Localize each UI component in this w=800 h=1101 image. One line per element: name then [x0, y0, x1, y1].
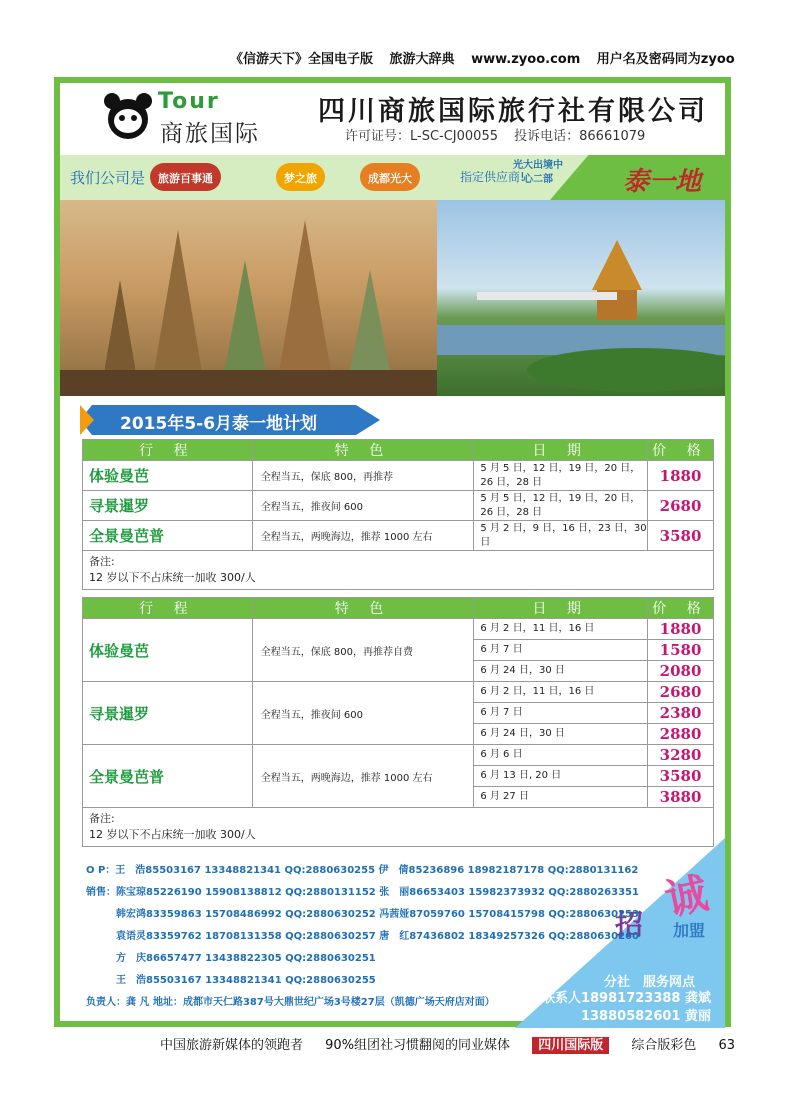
route-dates: 6 月 24 日，30 日: [474, 661, 648, 682]
top-banner: [230, 48, 747, 67]
table-row: [83, 521, 714, 551]
remark-text: 12 岁以下不占床统一加收 300/人: [89, 828, 256, 841]
partner-logo-guangda: 成都光大: [360, 163, 420, 191]
remark-cell: [83, 808, 714, 847]
route-feature: 全程当五，两晚海边，推荐 1000 左右: [252, 521, 474, 551]
stupa-illustration-icon: [60, 200, 437, 396]
route-dates: 6 月 27 日: [474, 787, 648, 808]
route-feature: 全程当五，两晚海边，推荐 1000 左右: [252, 745, 474, 808]
pavilion-illustration-icon: [437, 200, 725, 396]
remark-cell: [83, 551, 714, 590]
branch-contact-1: 联系人18981723388 龚斌: [541, 991, 711, 1006]
contact-line: 销售：陈宝琼85226190 15908138812 QQ:2880131152 张 丽86653403 15982373932 QQ:2880263351: [86, 887, 639, 898]
route-dates: 6 月 24 日，30 日: [474, 724, 648, 745]
edition-label: 综合版彩色: [631, 1038, 697, 1053]
ad-frame: [54, 77, 731, 1027]
contact-line: 韩宏鸿83359863 15708486992 QQ:2880630252 冯茜娅87059760 15708415798 QQ:2880630253: [86, 909, 639, 920]
temple-photo: [60, 200, 437, 396]
plan-title: 2015年5-6月泰一地计划: [120, 414, 318, 434]
contact-line: O P：王 浩85503167 13348821341 QQ:2880630255 伊 倩85236896 18982187178 QQ:2880131162: [86, 865, 639, 876]
logo-tour-text: Tour: [158, 89, 220, 114]
table-row: [83, 461, 714, 491]
contact-line: 王 浩85503167 13348821341 QQ:2880630255: [86, 975, 376, 986]
remark-label: 备注:: [89, 812, 115, 825]
footer-slogan-2: 90%组团社习惯翻阅的同业媒体: [325, 1038, 511, 1053]
route-feature: 全程当五，推夜间 600: [252, 491, 474, 521]
table-header-row: [83, 598, 714, 619]
remark-text: 12 岁以下不占床统一加收 300/人: [89, 571, 256, 584]
destination-title: 泰一地: [622, 167, 701, 197]
route-price: 3580: [648, 766, 714, 787]
bar-slogan: 我们公司是: [70, 169, 146, 187]
page-number: 63: [718, 1038, 736, 1053]
route-feature: 全程当五，保底 800，再推荐自费: [252, 619, 474, 682]
route-name: 体验曼芭: [83, 461, 253, 491]
route-dates: 6 月 2 日，11 日，16 日: [474, 682, 648, 703]
col-date: 日 期: [474, 440, 648, 461]
branch-contact-2: 13880582601 黄丽: [580, 1009, 711, 1024]
col-date: 日 期: [474, 598, 648, 619]
col-route: 行 程: [83, 598, 253, 619]
page-footer: [160, 1034, 753, 1053]
table-row: [83, 682, 714, 703]
table-row: [83, 491, 714, 521]
login-hint: 用户名及密码同为zyoo: [596, 52, 735, 67]
website-link[interactable]: www.zyoo.com: [471, 52, 581, 67]
dictionary-title: 旅游大辞典: [389, 52, 455, 67]
note-row: [83, 551, 714, 590]
route-price: 2380: [648, 703, 714, 724]
may-schedule-table: [82, 439, 714, 590]
logo-cn-text: 商旅国际: [160, 121, 260, 147]
office-label: 光大出境中心二部: [513, 160, 563, 185]
partner-logo-baishitong: 旅游百事通: [150, 163, 221, 191]
note-row: [83, 808, 714, 847]
table-row: [83, 745, 714, 766]
route-name: 寻景暹罗: [83, 682, 253, 745]
route-price: 2680: [648, 682, 714, 703]
route-price: 1880: [648, 461, 714, 491]
route-price: 1880: [648, 619, 714, 640]
supplier-bar: [60, 155, 725, 200]
contact-line: 方 庆86657477 13438822305 QQ:2880630251: [86, 953, 376, 964]
plan-banner: [80, 405, 380, 435]
route-dates: 6 月 2 日，11 日，16 日: [474, 619, 648, 640]
route-name: 全景曼芭普: [83, 745, 253, 808]
contact-line: 袁语灵83359762 18708131358 QQ:2880630257 唐 红87436802 18349257326 QQ:2880630260: [86, 931, 639, 942]
route-feature: 全程当五，推夜间 600: [252, 682, 474, 745]
panda-logo-icon: [102, 91, 154, 143]
route-dates: 6 月 7 日: [474, 703, 648, 724]
remark-label: 备注:: [89, 555, 115, 568]
supplier-note: 指定供应商!: [460, 170, 525, 184]
address-line: 负责人：龚 凡 地址：成都市天仁路387号大鼎世纪广场3号楼27层（凯德广场天府店对面）: [86, 997, 495, 1008]
route-name: 寻景暹罗: [83, 491, 253, 521]
col-route: 行 程: [83, 440, 253, 461]
route-feature: 全程当五，保底 800，再推荐: [252, 461, 474, 491]
pavilion-photo: [437, 200, 725, 396]
license-line: [345, 125, 657, 144]
recruit-zhao: 招: [614, 908, 643, 941]
route-price: 2080: [648, 661, 714, 682]
june-schedule-table: [82, 597, 714, 847]
route-price: 3580: [648, 521, 714, 551]
route-dates: 6 月 6 日: [474, 745, 648, 766]
footer-slogan-1: 中国旅游新媒体的领跑者: [160, 1038, 304, 1053]
branch-title: 分社 服务网点: [603, 975, 695, 990]
route-price: 2680: [648, 491, 714, 521]
table-row: [83, 619, 714, 640]
route-name: 全景曼芭普: [83, 521, 253, 551]
col-feature: 特 色: [252, 598, 474, 619]
route-price: 3880: [648, 787, 714, 808]
col-price: 价 格: [648, 440, 714, 461]
edition-tag: 四川国际版: [532, 1037, 609, 1054]
col-price: 价 格: [648, 598, 714, 619]
company-header: [60, 83, 725, 153]
route-dates: 6 月 13 日, 20 日: [474, 766, 648, 787]
contacts-section: [60, 858, 725, 1028]
col-feature: 特 色: [252, 440, 474, 461]
route-dates: 6 月 7 日: [474, 640, 648, 661]
photo-strip: [60, 200, 725, 396]
magazine-title: 《信游天下》全国电子版: [230, 52, 374, 67]
route-price: 3280: [648, 745, 714, 766]
recruit-cheng: 诚: [660, 868, 713, 925]
complaint-phone: 投诉电话：86661079: [514, 129, 646, 144]
company-name: 四川商旅国际旅行社有限公司: [318, 96, 708, 127]
route-dates: 5 月 2 日，9 日，16 日，23 日，30 日: [474, 521, 648, 551]
route-name: 体验曼芭: [83, 619, 253, 682]
route-dates: 5 月 5 日，12 日，19 日，20 日，26 日，28 日: [474, 461, 648, 491]
route-price: 1580: [648, 640, 714, 661]
partner-logo-mengzhilv: 梦之旅: [276, 163, 325, 191]
recruit-jiameng: 加盟: [672, 921, 705, 940]
table-header-row: [83, 440, 714, 461]
license-number: 许可证号：L-SC-CJ00055: [345, 129, 498, 144]
route-dates: 5 月 5 日，12 日，19 日，20 日，26 日，28 日: [474, 491, 648, 521]
route-price: 2880: [648, 724, 714, 745]
